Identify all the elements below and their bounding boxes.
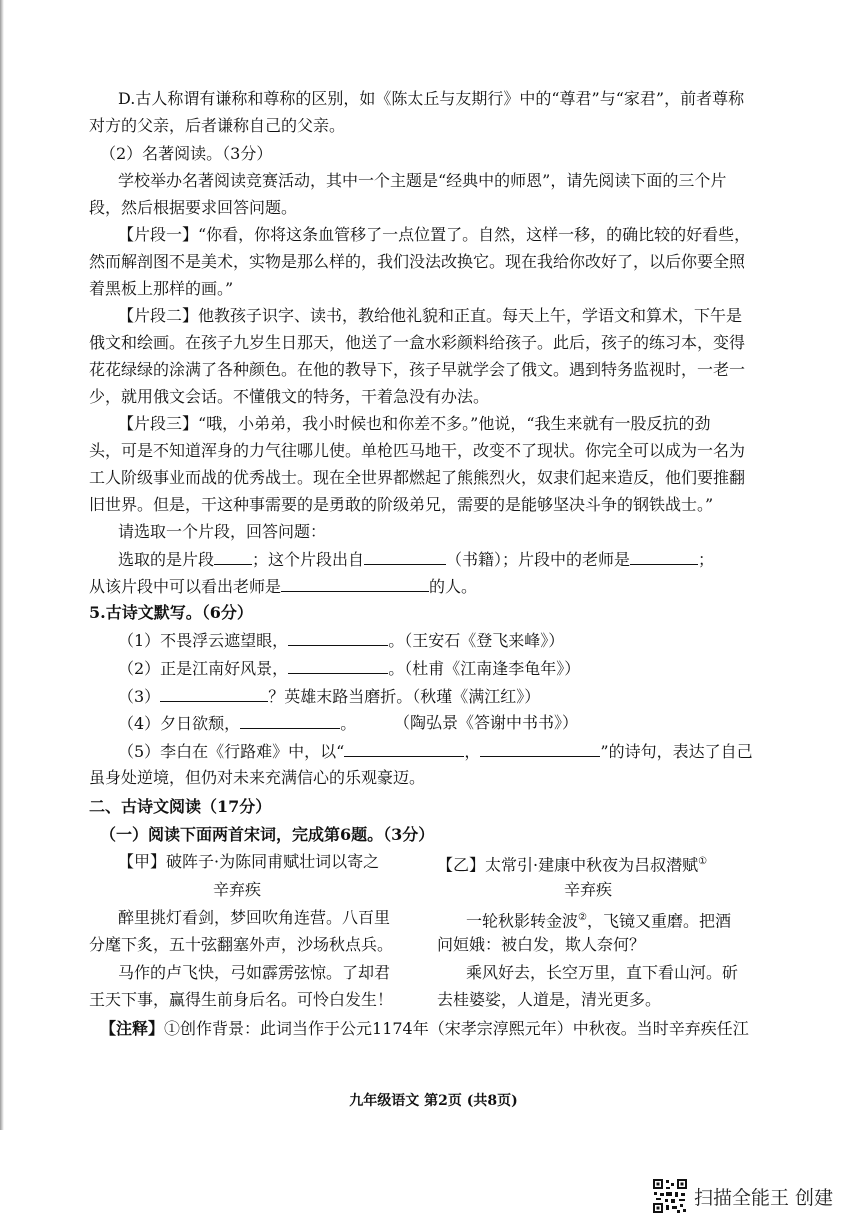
part-2-heading: 二、古诗文阅读（17分）: [89, 797, 272, 816]
poem-fill-5-tail: ”的诗句，表达了自己: [600, 742, 753, 761]
scan-edge: [0, 0, 4, 1130]
excerpt-2-line4: 少，就用俄文会话。不懂俄文的特务，干着急没有办法。: [89, 387, 490, 406]
excerpt-2-line3: 花花绿绿的涂满了各种颜色。在他的教导下，孩子早就学会了俄文。遇到特务监视时，一老一: [89, 360, 746, 379]
blank-excerpt[interactable]: [214, 549, 252, 565]
poem-fill-2: [118, 658, 580, 679]
poem-fill-5: [118, 741, 753, 762]
footnote-marker-2: ②: [578, 912, 587, 923]
excerpt-1-line3: 着黑板上那样的画。”: [89, 279, 234, 298]
blank-poem-3[interactable]: [160, 686, 268, 702]
poem-jia-author: 辛弃疾: [213, 880, 262, 899]
annotation-label: 【注释】: [100, 1019, 165, 1038]
poem-fill-3-text: ？英雄末路当磨折。（秋瑾《满江红》）: [268, 687, 541, 706]
answer-line-1: [118, 549, 714, 570]
poem-fill-5-text: （5）李白在《行路难》中，以“: [118, 742, 345, 761]
poem-yi-title-text: 【乙】太常引·建康中秋夜为吕叔潜赋: [437, 855, 699, 875]
answer-label-teacher: （书籍）；片段中的老师是: [446, 550, 631, 569]
poem-jia-line3: 马作的卢飞快，弓如霹雳弦惊。了却君: [118, 963, 391, 982]
excerpt-1-line1: 【片段一】“你看，你将这条血管移了一点位置了。自然，这样一移，的确比较的好看些，: [118, 225, 751, 244]
intro-line2: 段，然后根据要求回答问题。: [89, 198, 298, 217]
excerpt-3-line4: 旧世界。但是，干这种事需要的是勇敢的阶级弟兄，需要的是能够坚决斗争的钢铁战士。”: [89, 495, 714, 514]
poem-fill-2-source: 。（杜甫《江南逢李龟年》）: [388, 659, 581, 678]
answer-line-2: [89, 576, 477, 597]
answer-label-book: ；这个片段出自: [252, 550, 365, 569]
poem-fill-3-num: （3）: [118, 687, 161, 706]
question-2-heading: （2）名著阅读。（3分）: [100, 144, 273, 163]
poem-jia-line1: 醉里挑灯看剑，梦回吹角连营。八百里: [118, 908, 391, 927]
poem-yi-line1-a: 一轮秋影转金波: [466, 911, 579, 931]
poem-fill-1-source: 。（王安石《登飞来峰》）: [388, 631, 565, 650]
annotation: [100, 1019, 749, 1039]
poem-fill-4: [118, 713, 356, 734]
poem-jia-line2: 分麾下炙，五十弦翻塞外声，沙场秋点兵。: [89, 935, 394, 954]
option-d-line2: 对方的父亲，后者谦称自己的父亲。: [89, 116, 346, 135]
excerpt-3-line3: 工人阶级事业而战的优秀战士。现在全世界都燃起了熊熊烈火，奴隶们起来造反，他们要推翻: [89, 468, 746, 487]
poem-fill-5-cont: 虽身处逆境，但仍对未来充满信心的乐观豪迈。: [89, 768, 426, 787]
poem-yi-author: 辛弃疾: [564, 880, 613, 899]
blank-teacher[interactable]: [630, 549, 698, 565]
poem-yi-line4: 去桂婆娑，人道是，清光更多。: [437, 990, 662, 1009]
option-d-line1: D.古人称谓有谦称和尊称的区别，如《陈太丘与友期行》中的“尊君”与“家君”，前者尊称: [118, 89, 745, 108]
blank-trait[interactable]: [281, 576, 429, 592]
instruction: 请选取一个片段，回答问题：: [118, 522, 327, 541]
answer-end: ；: [698, 550, 715, 569]
blank-poem-1[interactable]: [288, 630, 388, 646]
excerpt-2-line1: 【片段二】他教孩子识字、读书，教给他礼貌和正直。每天上午，学语文和算术，下午是: [118, 306, 743, 325]
poem-fill-4-text: （4）夕日欲颓，: [118, 714, 241, 733]
poem-fill-4-source: （陶弘景《答谢中书书》）: [394, 713, 579, 732]
poem-fill-5-comma: ，: [464, 742, 481, 761]
scanner-watermark: [652, 1178, 833, 1214]
poem-jia-line4: 王天下事，赢得生前身后名。可怜白发生！: [89, 990, 394, 1009]
answer-label-excerpt: 选取的是片段: [118, 550, 215, 569]
page-footer: 九年级语文 第2页 (共8页): [349, 1093, 518, 1109]
answer-label-person: 的人。: [429, 577, 478, 596]
footnote-marker-1: ①: [698, 856, 708, 867]
poem-jia-title: 【甲】破阵子·为陈同甫赋壮词以寄之: [118, 852, 380, 871]
poem-fill-1: [118, 630, 564, 651]
poem-fill-1-text: （1）不畏浮云遮望眼，: [118, 631, 289, 650]
blank-poem-4[interactable]: [240, 713, 340, 729]
subsection-1-heading: （一）阅读下面两首宋词，完成第6题。（3分）: [100, 825, 435, 844]
blank-poem-2[interactable]: [288, 658, 388, 674]
answer-label-trait: 从该片段中可以看出老师是: [89, 577, 282, 596]
excerpt-3-line2: 头，可是不知道浑身的力气往哪儿使。单枪匹马地干，改变不了现状。你完全可以成为一名为: [89, 441, 746, 460]
blank-poem-5a[interactable]: [344, 741, 464, 757]
excerpt-1-line2: 然而解剖图不是美术，实物是那么样的，我们没法改换它。现在我给你改好了，以后你要全照: [89, 252, 746, 271]
annotation-text: ①创作背景：此词当作于公元1174年（宋孝宗淳熙元年）中秋夜。当时辛弃疾任江: [164, 1019, 749, 1038]
qr-code-icon: [652, 1178, 688, 1214]
intro-line1: 学校举办名著阅读竞赛活动，其中一个主题是“经典中的师恩”，请先阅读下面的三个片: [118, 171, 727, 190]
blank-poem-5b[interactable]: [480, 741, 600, 757]
poem-yi-line3: 乘风好去，长空万里，直下看山河。斫: [466, 963, 739, 982]
poem-yi-line1: [466, 908, 731, 931]
poem-yi-title: [437, 852, 707, 875]
poem-fill-4-period: 。: [340, 714, 357, 733]
blank-book[interactable]: [364, 549, 446, 565]
section-5-heading: 5.古诗文默写。（6分）: [89, 603, 253, 622]
excerpt-2-line2: 俄文和绘画。在孩子九岁生日那天，他送了一盒水彩颜料给孩子。此后，孩子的练习本，变得: [89, 333, 746, 352]
poem-yi-line1-b: ，飞镜又重磨。把酒: [586, 911, 731, 931]
excerpt-3-line1: 【片段三】“哦，小弟弟，我小时候也和你差不多。”他说，“我生来就有一股反抗的劲: [118, 414, 711, 433]
watermark-text: 扫描全能王 创建: [694, 1186, 834, 1209]
poem-fill-3: [118, 686, 540, 707]
poem-yi-line2: 问姮娥：被白发，欺人奈何？: [437, 935, 646, 954]
poem-fill-2-text: （2）正是江南好风景，: [118, 659, 289, 678]
